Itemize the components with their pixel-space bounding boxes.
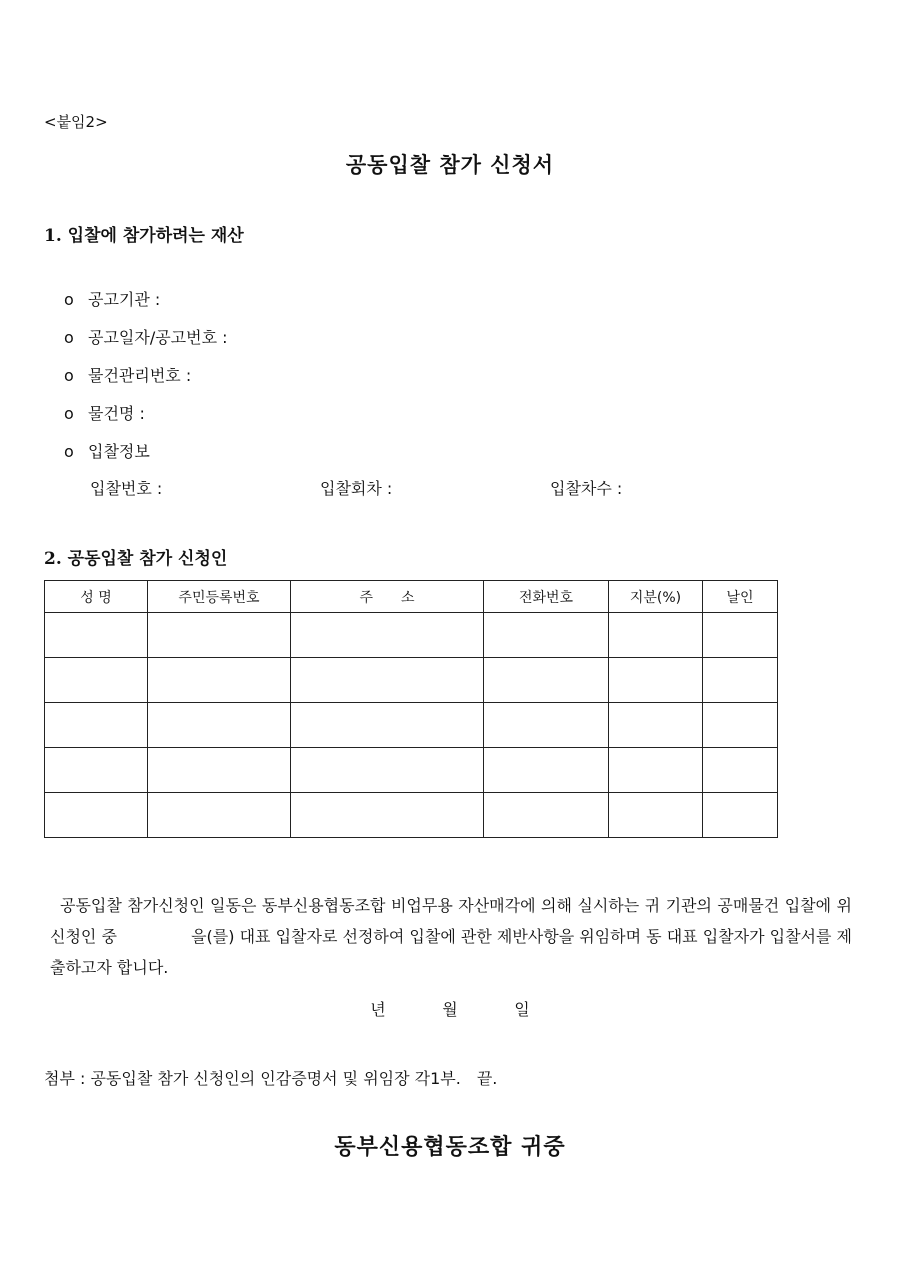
table-row xyxy=(45,703,778,748)
cell-name[interactable] xyxy=(45,703,148,748)
cell-phone[interactable] xyxy=(484,703,609,748)
header-share: 지분(%) xyxy=(609,581,703,613)
bullet-item-property-name xyxy=(64,401,145,424)
bid-number-label: 입찰번호 : xyxy=(90,479,163,498)
section2-heading: 2. 공동입찰 참가 신청인 xyxy=(44,549,228,569)
bullet-circle-icon: o xyxy=(64,404,74,423)
table-row xyxy=(45,748,778,793)
bullet-circle-icon: o xyxy=(64,366,74,385)
cell-resident-number[interactable] xyxy=(148,748,291,793)
bullet-item-label: 공고기관 : xyxy=(88,290,161,309)
bullet-item-bid-info xyxy=(64,439,150,462)
attachment-label: <붙임2> xyxy=(44,113,108,131)
cell-share[interactable] xyxy=(609,658,703,703)
cell-resident-number[interactable] xyxy=(148,793,291,838)
bullet-item-agency xyxy=(64,287,160,310)
header-address: 주 소 xyxy=(291,581,484,613)
section1-heading: 1. 입찰에 참가하려는 재산 xyxy=(44,226,244,246)
bullet-item-property-id xyxy=(64,363,191,386)
header-phone: 전화번호 xyxy=(484,581,609,613)
bid-info-row xyxy=(90,476,710,498)
date-year: 년 xyxy=(370,1000,386,1019)
cell-seal[interactable] xyxy=(703,748,778,793)
header-resident-number: 주민등록번호 xyxy=(148,581,291,613)
date-line xyxy=(0,997,900,1020)
cell-address[interactable] xyxy=(291,613,484,658)
cell-address[interactable] xyxy=(291,658,484,703)
cell-address[interactable] xyxy=(291,793,484,838)
cell-name[interactable] xyxy=(45,748,148,793)
recipient: 동부신용협동조합 귀중 xyxy=(334,1134,566,1160)
cell-share[interactable] xyxy=(609,793,703,838)
document-title: 공동입찰 참가 신청서 xyxy=(345,152,555,177)
bid-sequence-label: 입찰차수 : xyxy=(550,479,623,498)
cell-address[interactable] xyxy=(291,703,484,748)
attachment-note: 첨부 : 공동입찰 참가 신청인의 인감증명서 및 위임장 각1부. 끝. xyxy=(44,1069,498,1088)
cell-seal[interactable] xyxy=(703,658,778,703)
cell-resident-number[interactable] xyxy=(148,613,291,658)
date-day: 일 xyxy=(514,1000,530,1019)
bid-round-label: 입찰회차 : xyxy=(320,479,393,498)
bullet-circle-icon: o xyxy=(64,442,74,461)
cell-resident-number[interactable] xyxy=(148,658,291,703)
body-paragraph: 공동입찰 참가신청인 일동은 동부신용협동조합 비업무용 자산매각에 의해 실시하는 귀 기관의 공매물건 입찰에 위 신청인 중 을(를) 대표 입찰자로 선정하여 입찰에 관한 제반사항을 위임하며 동 대표 입찰자가 입찰서를 제출하고자 합니다. xyxy=(50,896,852,977)
cell-name[interactable] xyxy=(45,613,148,658)
bullet-item-label: 물건명 : xyxy=(88,404,145,423)
cell-share[interactable] xyxy=(609,703,703,748)
cell-name[interactable] xyxy=(45,658,148,703)
cell-phone[interactable] xyxy=(484,658,609,703)
cell-name[interactable] xyxy=(45,793,148,838)
bullet-item-label: 입찰정보 xyxy=(88,442,150,461)
applicant-table xyxy=(44,580,778,838)
header-seal: 날인 xyxy=(703,581,778,613)
bullet-item-label: 물건관리번호 : xyxy=(88,366,192,385)
cell-seal[interactable] xyxy=(703,613,778,658)
cell-resident-number[interactable] xyxy=(148,703,291,748)
table-row xyxy=(45,613,778,658)
cell-phone[interactable] xyxy=(484,613,609,658)
table-header-row xyxy=(45,581,778,613)
table-row xyxy=(45,793,778,838)
cell-address[interactable] xyxy=(291,748,484,793)
bullet-item-notice-date-number xyxy=(64,325,228,348)
header-name: 성 명 xyxy=(45,581,148,613)
bullet-item-label: 공고일자/공고번호 : xyxy=(88,328,228,347)
cell-seal[interactable] xyxy=(703,793,778,838)
cell-phone[interactable] xyxy=(484,748,609,793)
cell-share[interactable] xyxy=(609,748,703,793)
date-month: 월 xyxy=(442,1000,458,1019)
cell-seal[interactable] xyxy=(703,703,778,748)
bullet-circle-icon: o xyxy=(64,328,74,347)
bullet-circle-icon: o xyxy=(64,290,74,309)
cell-phone[interactable] xyxy=(484,793,609,838)
cell-share[interactable] xyxy=(609,613,703,658)
table-row xyxy=(45,658,778,703)
